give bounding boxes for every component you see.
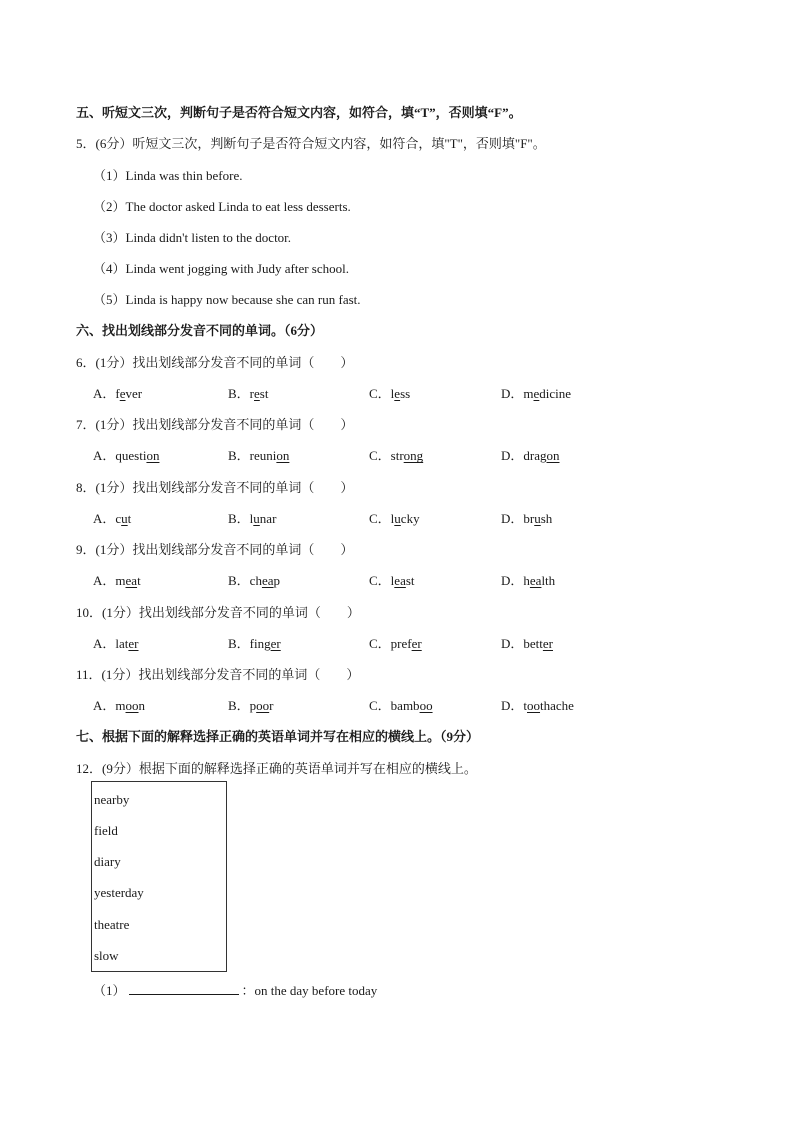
option-letter: C．: [369, 510, 391, 526]
word-part: l: [390, 510, 395, 526]
underlined-part: oo: [419, 698, 433, 713]
word-part: h: [523, 573, 530, 589]
option-letter: C．: [369, 698, 391, 713]
word-part: t: [137, 573, 141, 589]
underlined-part: on: [276, 448, 290, 464]
answer-option[interactable]: [501, 570, 555, 589]
answer-option[interactable]: [228, 570, 280, 589]
word-bank-item: theatre: [94, 917, 130, 932]
answer-option[interactable]: [501, 383, 571, 402]
word-part: questi: [115, 448, 147, 464]
underlined-part: e: [533, 386, 540, 401]
option-letter: D．: [501, 635, 524, 651]
underlined-part: ea: [261, 573, 274, 589]
answer-option[interactable]: [369, 383, 410, 402]
answer-option[interactable]: [228, 508, 276, 527]
option-letter: D．: [501, 510, 524, 526]
underlined-part: er: [270, 635, 281, 651]
answer-option[interactable]: [93, 633, 139, 652]
answer-option[interactable]: [501, 695, 574, 714]
word-part: str: [390, 448, 404, 464]
underlined-part: er: [542, 635, 553, 651]
underlined-part: er: [411, 635, 422, 651]
answer-option[interactable]: [369, 508, 420, 527]
q12-item-1-number: （1）: [93, 983, 126, 998]
answer-option[interactable]: [228, 695, 274, 714]
option-letter: D．: [501, 448, 524, 464]
word-bank-box: [91, 781, 227, 972]
word-part: m: [523, 386, 534, 401]
word-part: ss: [400, 386, 411, 401]
answer-option[interactable]: [93, 445, 159, 464]
option-letter: C．: [369, 573, 391, 589]
word-part: br: [523, 510, 535, 526]
answer-option[interactable]: [93, 695, 145, 714]
answer-option[interactable]: [369, 695, 433, 714]
option-letter: B．: [228, 386, 250, 401]
word-part: st: [259, 386, 269, 401]
option-letter: B．: [228, 510, 250, 526]
word-part: bett: [523, 635, 543, 651]
option-letter: B．: [228, 635, 250, 651]
answer-option[interactable]: [93, 383, 142, 402]
answer-option[interactable]: [501, 445, 560, 464]
question-12-stem: 12．(9分）根据下面的解释选择正确的英语单词并写在相应的横线上。: [76, 761, 477, 776]
q12-item-1: [93, 980, 377, 999]
word-part: reuni: [249, 448, 277, 464]
word-part: c: [115, 510, 122, 526]
word-part: t: [523, 698, 528, 713]
underlined-part: ong: [403, 448, 424, 464]
word-part: t: [127, 510, 132, 526]
answer-option[interactable]: [228, 383, 268, 402]
option-letter: A．: [93, 386, 116, 401]
word-part: p: [249, 698, 257, 713]
section-6-heading: 六、找出划线部分发音不同的单词。（6分）: [76, 323, 324, 338]
underlined-part: u: [534, 510, 541, 526]
word-part: pref: [390, 635, 412, 651]
option-letter: D．: [501, 698, 524, 713]
word-part: ch: [249, 573, 262, 589]
word-bank-item: diary: [94, 854, 121, 869]
word-part: fing: [249, 635, 271, 651]
answer-option[interactable]: [228, 633, 281, 652]
word-part: dicine: [539, 386, 572, 401]
word-part: p: [273, 573, 280, 589]
option-letter: C．: [369, 448, 391, 464]
answer-option[interactable]: [501, 508, 552, 527]
word-part: cky: [400, 510, 420, 526]
underlined-part: e: [119, 386, 126, 401]
word-part: nar: [259, 510, 277, 526]
option-letter: B．: [228, 448, 250, 464]
word-part: ver: [125, 386, 143, 401]
q5-item-5: （5）Linda is happy now because she can run fast.: [93, 292, 361, 307]
word-part: l: [249, 510, 254, 526]
question-stem: 11．(1分）找出划线部分发音不同的单词（ ）: [76, 667, 360, 682]
answer-option[interactable]: [228, 445, 289, 464]
option-letter: A．: [93, 510, 116, 526]
word-part: l: [390, 573, 395, 589]
question-stem: 9．(1分）找出划线部分发音不同的单词（ ）: [76, 542, 354, 558]
word-part: thache: [540, 698, 574, 713]
underlined-part: oo: [256, 698, 270, 713]
word-part: n: [138, 698, 146, 713]
word-part: drag: [523, 448, 547, 464]
q5-item-2: （2）The doctor asked Linda to eat less desserts.: [93, 199, 351, 214]
underlined-part: er: [128, 635, 139, 651]
word-bank-item: field: [94, 823, 118, 838]
question-stem: 6．(1分）找出划线部分发音不同的单词（ ）: [76, 355, 354, 370]
option-letter: C．: [369, 386, 391, 401]
underlined-part: u: [394, 510, 401, 526]
word-part: f: [115, 386, 120, 401]
question-stem: 10．(1分）找出划线部分发音不同的单词（ ）: [76, 604, 360, 620]
option-letter: B．: [228, 573, 250, 589]
word-part: r: [269, 698, 274, 713]
option-letter: C．: [369, 635, 391, 651]
option-letter: B．: [228, 698, 250, 713]
underlined-part: ea: [394, 573, 406, 589]
q5-item-4: （4）Linda went jogging with Judy after school.: [93, 261, 349, 276]
word-part: r: [249, 386, 255, 401]
underlined-part: on: [546, 448, 560, 464]
underlined-part: u: [253, 510, 260, 526]
option-letter: A．: [93, 635, 116, 651]
answer-option[interactable]: [369, 633, 422, 652]
word-part: lat: [115, 635, 129, 651]
answer-option[interactable]: [369, 570, 415, 589]
underlined-part: oo: [125, 698, 139, 713]
q5-item-1: （1）Linda was thin before.: [93, 168, 243, 183]
question-stem: 8．(1分）找出划线部分发音不同的单词（ ）: [76, 479, 354, 495]
word-part: m: [115, 698, 126, 713]
word-part: bamb: [390, 698, 420, 713]
answer-option[interactable]: [501, 633, 553, 652]
option-letter: A．: [93, 573, 116, 589]
underlined-part: ea: [529, 573, 542, 589]
section-7-heading: 七、根据下面的解释选择正确的英语单词并写在相应的横线上。（9分）: [76, 729, 480, 744]
word-bank-item: yesterday: [94, 885, 144, 900]
word-part: m: [115, 573, 126, 589]
word-bank-item: slow: [94, 948, 119, 963]
option-letter: A．: [93, 448, 116, 464]
option-letter: D．: [501, 573, 524, 589]
question-5-stem: 5．(6分）听短文三次，判断句子是否符合短文内容，如符合，填"T"，否则填"F"。: [76, 136, 546, 151]
answer-option[interactable]: [93, 570, 141, 589]
word-bank-item: nearby: [94, 792, 130, 807]
q5-item-3: （3）Linda didn't listen to the doctor.: [93, 230, 292, 245]
answer-blank[interactable]: [129, 982, 239, 995]
underlined-part: u: [121, 510, 128, 526]
option-letter: A．: [93, 698, 116, 713]
q12-item-1-definition: ：on the day before today: [241, 983, 378, 998]
word-part: lth: [541, 573, 556, 589]
option-letter: D．: [501, 386, 524, 401]
section-5-heading: 五、听短文三次，判断句子是否符合短文内容，如符合，填“T”，否则填“F”。: [76, 105, 522, 120]
answer-option[interactable]: [369, 445, 423, 464]
underlined-part: on: [146, 448, 160, 464]
question-stem: 7．(1分）找出划线部分发音不同的单词（ ）: [76, 417, 354, 433]
underlined-part: e: [394, 386, 401, 401]
underlined-part: e: [254, 386, 260, 401]
word-part: l: [390, 386, 395, 401]
underlined-part: oo: [527, 698, 541, 713]
word-part: st: [405, 573, 415, 589]
underlined-part: ea: [125, 573, 138, 589]
word-part: sh: [540, 510, 553, 526]
answer-option[interactable]: [93, 508, 131, 527]
